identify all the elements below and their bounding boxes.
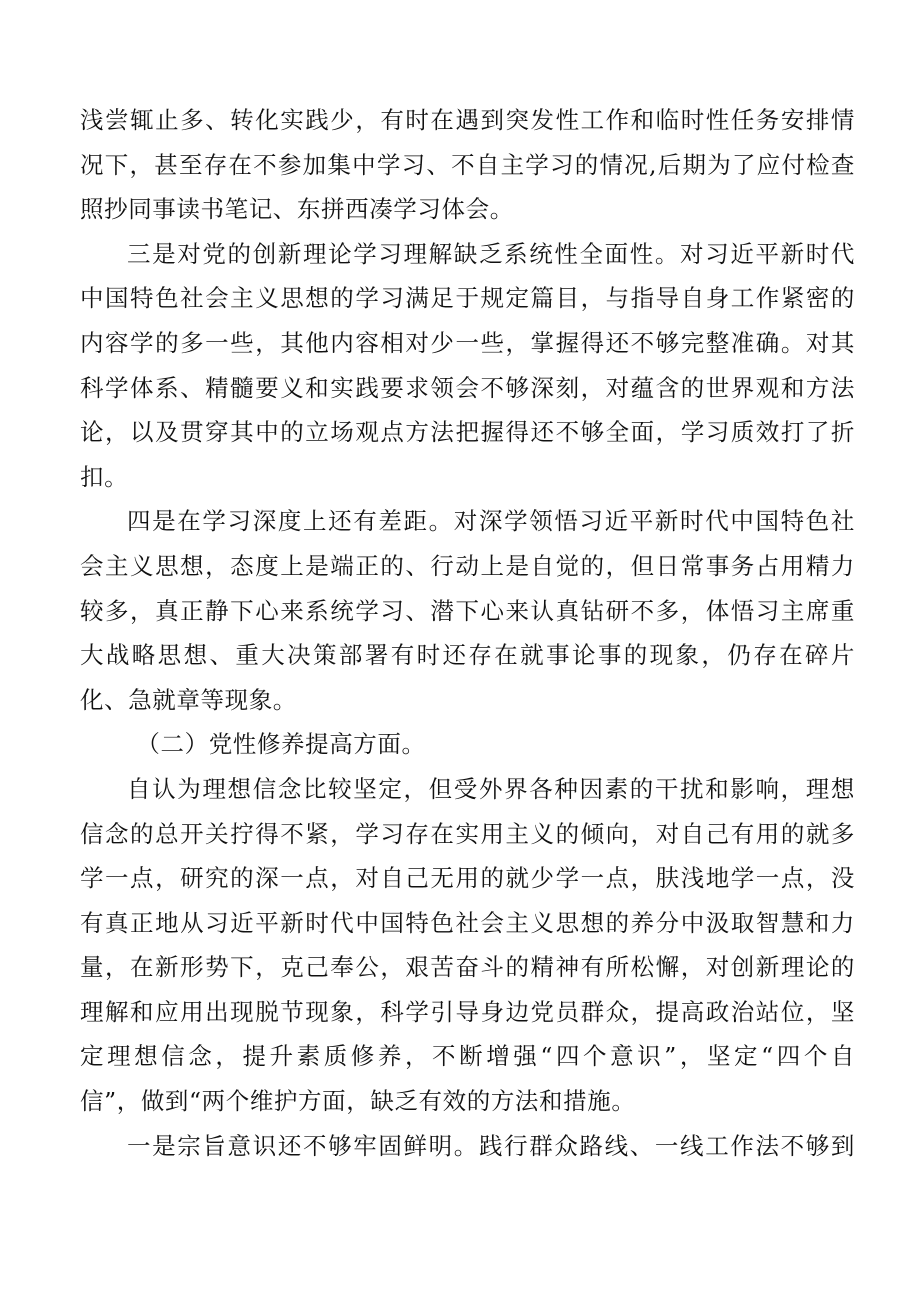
text-line: 四是在学习深度上还有差距。对深学领悟习近平新时代中国特色社 <box>127 507 855 536</box>
section-heading: （二）党性修养提高方面。 <box>136 730 426 759</box>
text-line: 有真正地从习近平新时代中国特色社会主义思想的养分中汲取智慧和力 <box>80 908 855 937</box>
paragraph-point-three <box>80 232 855 500</box>
text-line: 理解和应用出现脱节现象，科学引导身边党员群众，提高政治站位，坚 <box>80 997 855 1026</box>
text-line: 内容学的多一些，其他内容相对少一些，掌握得还不够完整准确。对其 <box>80 328 855 357</box>
text-line: 浅尝辄止多、转化实践少，有时在遇到突发性工作和临时性任务安排情 <box>80 106 855 134</box>
paragraph-ideals-beliefs <box>80 767 855 1124</box>
text-line: 大战略思想、重大决策部署有时还存在就事论事的现象，仍存在碎片 <box>80 641 855 670</box>
text-line: 化、急就章等现象。 <box>80 685 297 714</box>
text-line: 论，以及贯穿其中的立场观点方法把握得还不够全面，学习质效打了折 <box>80 418 855 447</box>
text-line: 扣。 <box>80 462 129 491</box>
text-line: 学一点，研究的深一点，对自己无用的就少学一点，肤浅地学一点，没 <box>80 864 855 893</box>
text-line: 科学体系、精髓要义和实践要求领会不够深刻，对蕴含的世界观和方法 <box>80 373 855 402</box>
document-body <box>80 98 855 1168</box>
text-line: 况下，甚至存在不参加集中学习、不自主学习的情况,后期为了应付检查 <box>80 150 855 179</box>
text-line: 定理想信念，提升素质修养，不断增强“四个意识”，坚定“四个自 <box>80 1042 855 1071</box>
paragraph-point-four <box>80 499 855 722</box>
text-line: 量，在新形势下，克己奉公，艰苦奋斗的精神有所松懈，对创新理论的 <box>80 953 855 982</box>
text-line: 照抄同事读书笔记、东拼西凑学习体会。 <box>80 195 514 224</box>
paragraph-study-shallow <box>80 98 855 232</box>
text-line: 会主义思想，态度上是端正的、行动上是自觉的，但日常事务占用精力 <box>80 551 855 580</box>
text-line: 信念的总开关拧得不紧，学习存在实用主义的倾向，对自己有用的就多 <box>80 819 855 848</box>
text-line: 三是对党的创新理论学习理解缺乏系统性全面性。对习近平新时代 <box>127 239 855 268</box>
text-line: 自认为理想信念比较坚定，但受外界各种因素的干扰和影响，理想 <box>127 774 855 803</box>
text-line: 信”，做到“两个维护方面，缺乏有效的方法和措施。 <box>80 1087 636 1116</box>
paragraph-point-one-purpose <box>80 1124 855 1169</box>
text-line: 一是宗旨意识还不够牢固鲜明。践行群众路线、一线工作法不够到 <box>127 1131 855 1160</box>
section-heading-party-spirit <box>80 722 855 767</box>
text-line: 较多，真正静下心来系统学习、潜下心来认真钻研不多，体悟习主席重 <box>80 596 855 625</box>
text-line: 中国特色社会主义思想的学习满足于规定篇目，与指导自身工作紧密的 <box>80 284 855 313</box>
